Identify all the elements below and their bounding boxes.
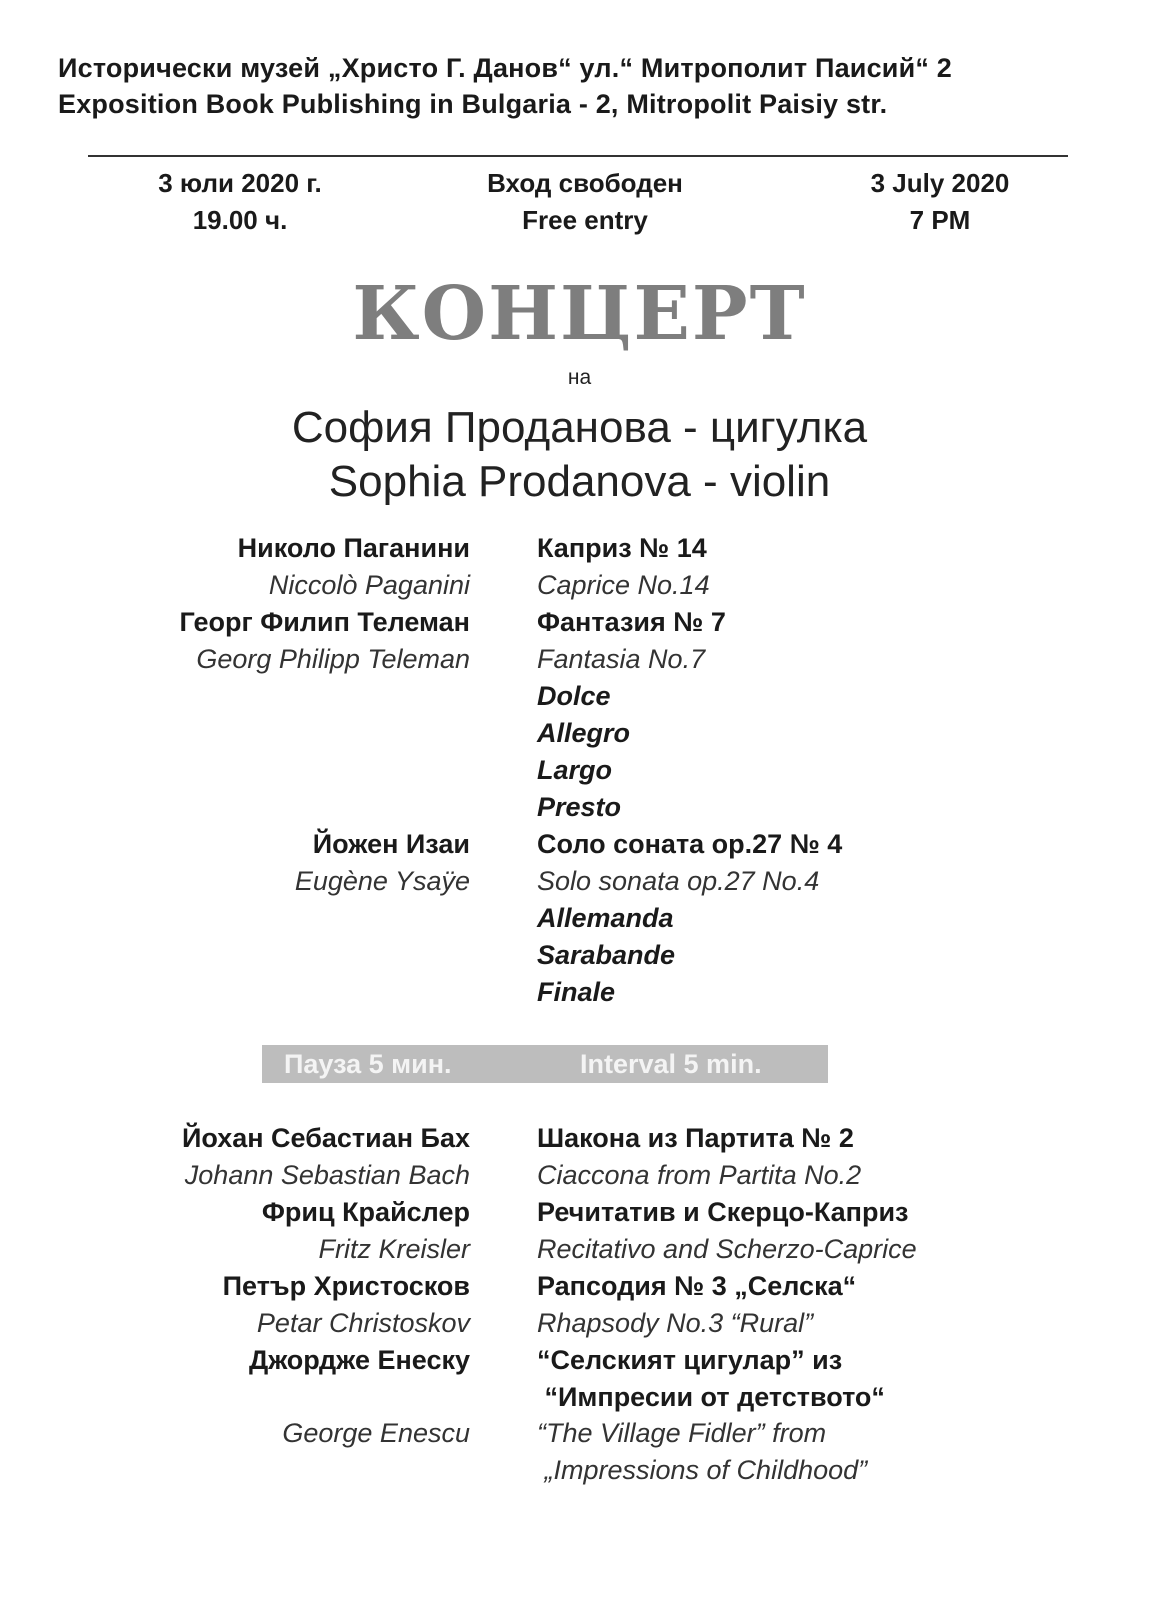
- composer-en: George Enescu: [282, 1418, 470, 1448]
- work-en: Solo sonata op.27 No.4: [537, 866, 820, 896]
- composer-bg: Фриц Крайслер: [261, 1197, 470, 1227]
- work-bg: “Селският цигулар” из: [537, 1345, 843, 1375]
- composer-en: Niccolò Paganini: [268, 570, 470, 600]
- movement: Largo: [537, 755, 613, 785]
- composer-bg: Николо Паганини: [237, 533, 470, 563]
- work-en: “The Village Fidler” from: [537, 1418, 827, 1448]
- composer-en: Georg Philipp Teleman: [196, 644, 470, 674]
- movement: Presto: [537, 792, 622, 822]
- movement: Dolce: [537, 681, 611, 711]
- composer-en: Fritz Kreisler: [318, 1234, 470, 1264]
- composer-bg: Йохан Себастиан Бах: [181, 1123, 470, 1153]
- header-divider: [88, 155, 1068, 157]
- time-en: 7 PM: [909, 205, 971, 235]
- interval-en: Interval 5 min.: [580, 1049, 762, 1079]
- movement: Finale: [537, 977, 616, 1007]
- composer-en: Eugène Ysaÿe: [294, 866, 470, 896]
- time-bg: 19.00 ч.: [192, 205, 288, 235]
- entry-block: [440, 165, 730, 239]
- composer-en: Johann Sebastian Bach: [184, 1160, 470, 1190]
- composer-bg: Петър Христосков: [222, 1271, 470, 1301]
- date-bg: 3 юли 2020 г.: [158, 168, 322, 198]
- movement: Allemanda: [537, 903, 674, 933]
- concert-title: КОНЦЕРТ: [352, 271, 807, 357]
- header-line-bg: Исторически музей „Христо Г. Данов“ ул.“ Митрополит Паисий“ 2: [58, 53, 953, 83]
- by-label: на: [567, 366, 592, 389]
- work-bg: Соло соната op.27 № 4: [537, 829, 843, 859]
- interval-banner: [262, 1045, 828, 1083]
- header: [58, 50, 1118, 122]
- date-bg-block: [120, 165, 360, 239]
- date-en: 3 July 2020: [870, 168, 1010, 198]
- work-en: Caprice No.14: [537, 570, 710, 600]
- header-line-en: Exposition Book Publishing in Bulgaria - 2, Mitropolit Paisiy str.: [58, 89, 888, 119]
- composer-bg: Джордже Енеску: [249, 1345, 470, 1375]
- entry-bg: Вход свободен: [487, 168, 683, 198]
- work-en: Rhapsody No.3 “Rural”: [537, 1308, 814, 1338]
- work-bg: Каприз № 14: [537, 533, 707, 563]
- work-bg: Рапсодия № 3 „Селска“: [537, 1271, 857, 1301]
- interval-bg: Пауза 5 мин.: [284, 1049, 452, 1079]
- date-en-block: [820, 165, 1060, 239]
- performer-en: Sophia Prodanova - violin: [328, 457, 831, 506]
- work-en: Fantasia No.7: [537, 644, 706, 674]
- movement: Sarabande: [537, 940, 676, 970]
- entry-en: Free entry: [522, 205, 648, 235]
- work-en: Ciaccona from Partita No.2: [537, 1160, 862, 1190]
- movement: Allegro: [537, 718, 631, 748]
- work-bg: Фантазия № 7: [537, 607, 726, 637]
- work-en: „Impressions of Childhood”: [537, 1455, 868, 1485]
- composer-bg: Георг Филип Телеман: [179, 607, 470, 637]
- work-bg: “Импресии от детството“: [537, 1382, 885, 1412]
- composer-bg: Йожен Изаи: [312, 829, 470, 859]
- composer-en: Petar Christoskov: [256, 1308, 470, 1338]
- performer-bg: София Проданова - цигулка: [291, 403, 868, 452]
- work-en: Recitativo and Scherzo-Caprice: [537, 1234, 917, 1264]
- work-bg: Речитатив и Скерцо-Каприз: [537, 1197, 909, 1227]
- work-bg: Шакона из Партита № 2: [537, 1123, 854, 1153]
